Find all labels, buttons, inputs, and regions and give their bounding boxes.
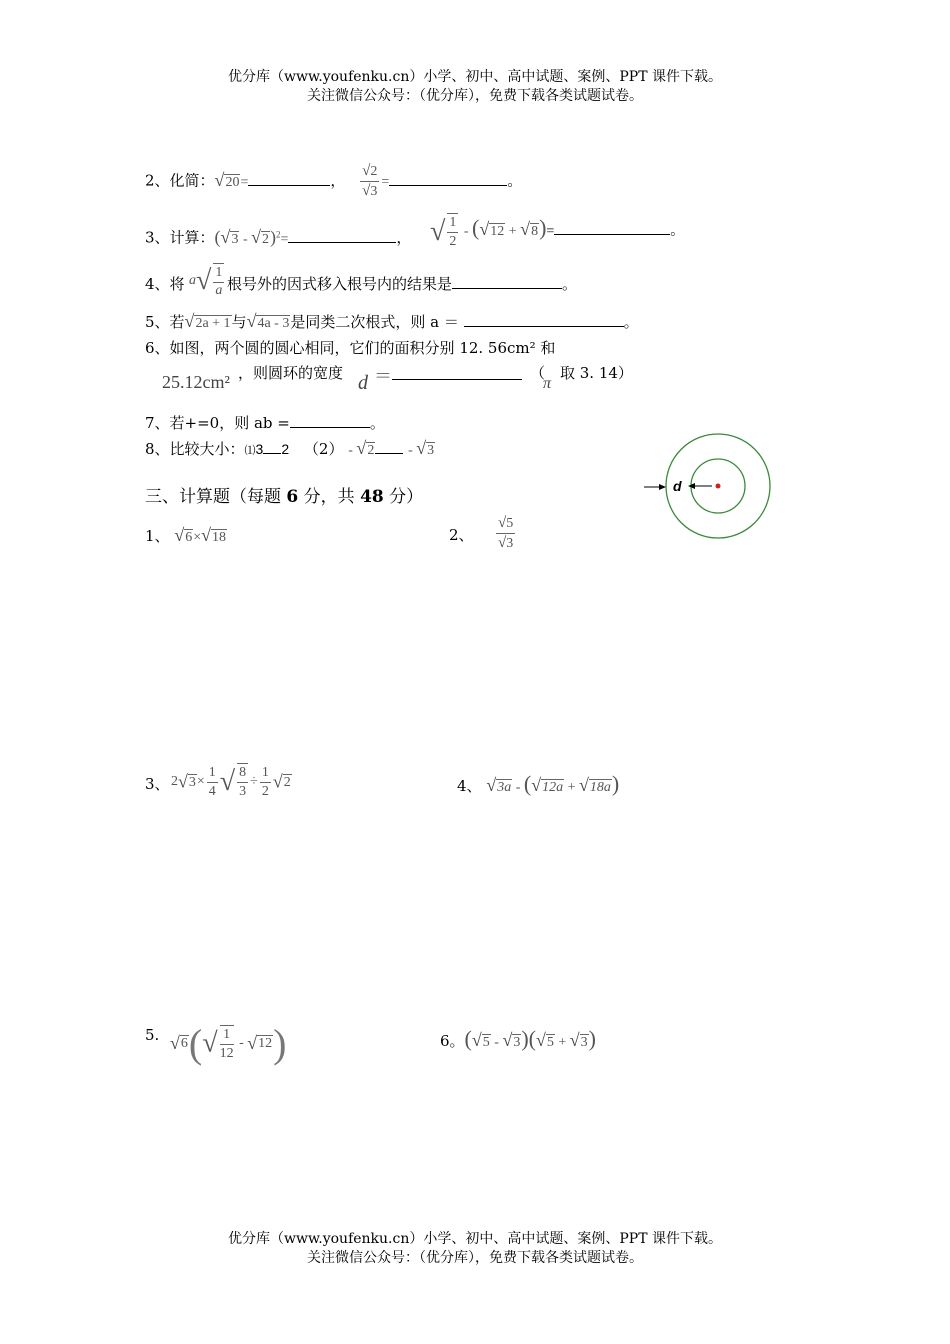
q6-eq: ＝ [374, 366, 392, 386]
q7-answer-blank[interactable] [290, 413, 370, 428]
q6-pi: π [543, 375, 552, 392]
footer-line-1: 优分库（www.youfenku.cn）小学、初中、高中试题、案例、PPT 课件下载。 [227, 1231, 722, 1247]
question-7: 7、若+=0，则 ab = 。 [145, 414, 385, 432]
question-4 [145, 272, 185, 296]
q6-d: d [358, 372, 368, 394]
q6-text-2: ，则圆环的宽度 [238, 364, 344, 382]
question-6-line-1: 6、如图，两个圆的圆心相同，它们的面积分别 12. 56cm² 和 [145, 339, 556, 357]
q8-blank-1[interactable] [263, 439, 281, 454]
calc-2-expr: $\frac{√5}{√3}$ [498, 515, 514, 551]
q2-fraction: $\frac{√2}{√3}$ [362, 163, 378, 199]
calc-5-label: 5. [145, 1026, 160, 1044]
calc-3-label: 3、 [145, 775, 170, 793]
q4-radical: a√ $\frac{1}{a}$ [189, 265, 223, 298]
calc-3-expr: 2√3× $\frac{1}{4}$ √ $\frac{8}{3}$ ÷ $\frac{1}{2}$ √2 [171, 764, 291, 799]
q5-label: 5、若 [145, 313, 185, 331]
calc-4: 4、 √3a - (√12a + √18a) [457, 771, 620, 796]
arrow-left-head [659, 484, 666, 490]
center-point [716, 484, 721, 489]
calc-6: 6。(√5 - √3)(√5 + √3) [440, 1026, 596, 1051]
calc-1: 1、 √6×√18 [145, 525, 227, 545]
q6-pi-text: 取 3. 14） [560, 364, 633, 382]
concentric-circles-figure [640, 430, 780, 542]
q4-label: 4、将 [145, 275, 185, 293]
footer-line-2: 关注微信公众号：（优分库），免费下载各类试题试卷。 [307, 1250, 643, 1266]
question-8: 8、比较大小：⑴3 2 （2） - √2 - √3 [145, 438, 435, 458]
q4-answer-blank[interactable] [452, 274, 562, 289]
q3-second-expr: √ $\frac{1}{2}$ - (√12 + √8)= 。 [430, 215, 685, 249]
q2-answer-blank-2[interactable] [389, 171, 507, 186]
q8-blank-2[interactable] [375, 439, 403, 454]
q2-label: 2、化简： [145, 171, 215, 190]
header-line-1: 优分库（www.youfenku.cn）小学、初中、高中试题、案例、PPT 课件下载。 [227, 69, 722, 85]
question-5: 5、若√2a + 1与√4a - 3是同类二次根式，则 a ＝ 。 [145, 311, 639, 331]
q4-text: 根号外的因式移入根号内的结果是 。 [227, 275, 578, 293]
q6-pi-open: （ [530, 364, 546, 382]
q5-answer-blank[interactable] [464, 312, 624, 327]
calc-2-label: 2、 [449, 526, 474, 544]
question-2: 2、化简：√20= ， $\frac{√2}{√3}$ = 。 [145, 163, 523, 199]
header-line-2: 关注微信公众号：（优分库），免费下载各类试题试卷。 [307, 88, 643, 104]
q3-answer-blank-1[interactable] [288, 228, 396, 243]
q2-answer-blank-1[interactable] [248, 171, 330, 186]
q3-answer-blank-2[interactable] [554, 220, 670, 235]
calc-5-expr: √6(√ $\frac{1}{12}$ - √12) [170, 1021, 287, 1066]
section-3-title: 三、计算题（每题 6 分，共 48 分） [145, 487, 424, 507]
q6-answer-blank[interactable] [392, 365, 522, 380]
q3-label: 3、计算： [145, 228, 215, 247]
question-3: 3、计算：(√3 - √2)$^2$= ， [145, 226, 412, 247]
figure-label-d: d [673, 478, 682, 494]
q6-area-2: 25.12cm² [162, 372, 230, 392]
